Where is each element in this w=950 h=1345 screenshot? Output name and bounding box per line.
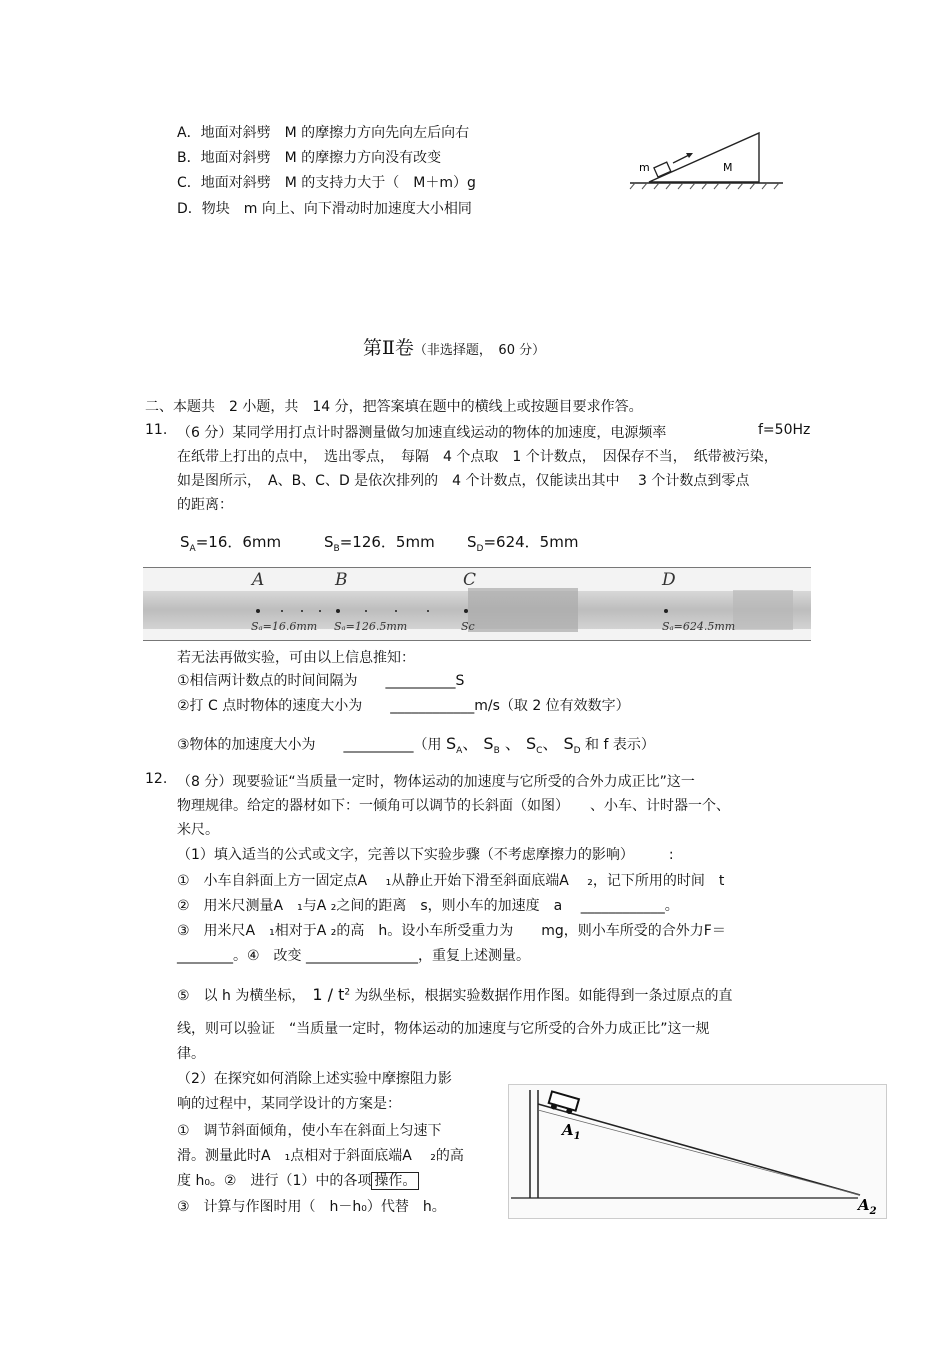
q11-line2: 在纸带上打出的点中， 选出零点， 每隔 4 个点取 1 个计数点， 因保存不当， 纸带被污染， [177, 449, 778, 465]
tape-label-c: C [463, 570, 477, 590]
q12-number: 12. [145, 771, 168, 787]
q10-option-c: C．地面对斜劈 M 的支持力大于（ M＋m）g [177, 175, 476, 191]
q12-step5-end: 律。 [177, 1046, 205, 1062]
tape-label-a: A [252, 570, 265, 590]
q12-step3-cont: ________。④ 改变 ________________，重复上述测量。 [177, 948, 531, 964]
q10-option-d: D．物块 m 向上、向下滑动时加速度大小相同 [177, 201, 472, 217]
section-intro: 二、本题共 2 小题，共 14 分，把答案填在题中的横线上或按题目要求作答。 [145, 399, 643, 415]
q11-part1: ①相信两计数点的时间间隔为 __________S [177, 673, 465, 689]
tape-label-d: D [662, 570, 676, 590]
point-label-a2: $A_2$ [858, 1196, 877, 1217]
q12-step2: ② 用米尺测量A ₁与A ₂之间的距离 s，则小车的加速度 a ____________。 [177, 898, 679, 914]
q11-sb: $S_B=126$．5mm [324, 533, 435, 554]
q11-line4: 的距离： [177, 497, 233, 513]
tape-mark-d: Sₐ=624.5mm [662, 620, 736, 633]
q12-part2-line2: 响的过程中，某同学设计的方案是： [177, 1096, 401, 1112]
q12-line3: 米尺。 [177, 822, 219, 838]
q11-line3: 如是图所示， A、B、C、D 是依次排列的 4 个计数点，仅能读出其中 3 个计数点到零点 [177, 473, 750, 489]
q12-step5: ⑤ 以 h 为横坐标， $1 / t^2$ 为纵坐标，根据实验数据作用作图。如能得到一条过原点的直 [177, 985, 733, 1004]
block-label-m: m [639, 161, 650, 174]
boxed-operation-text: 操作。 [371, 1172, 419, 1190]
tape-mark-c: Sc [461, 620, 475, 633]
q11-number: 11. [145, 422, 168, 438]
q11-frequency: f=50Hz [758, 422, 811, 438]
q11-line1: （6 分）某同学用打点计时器测量做匀加速直线运动的物体的加速度，电源频率 [177, 425, 667, 441]
q12-step5-cont: 线，则可以验证 “当质量一定时，物体运动的加速度与它所受的合外力成正比”这一规 [177, 1021, 710, 1037]
q12-line1: （8 分）现要验证“当质量一定时，物体运动的加速度与它所受的合外力成正比”这一 [177, 774, 695, 790]
q12-part2-line3: ① 调节斜面倾角，使小车在斜面上匀速下 [177, 1123, 442, 1139]
q11-infer: 若无法再做实验，可由以上信息推知： [177, 650, 415, 666]
q11-sd: $S_D=624$．5mm [467, 533, 579, 554]
point-label-a1: $A_1$ [562, 1121, 581, 1142]
incline-cart-figure [508, 1084, 890, 1224]
section-title [363, 333, 545, 360]
incline-wedge-figure [625, 125, 785, 190]
q12-part2-line1: （2）在探究如何消除上述实验中摩擦阻力影 [177, 1071, 452, 1087]
q11-part3: ③物体的加速度大小为 __________（用 $S_A$、 $S_B$ 、 $S_C$、 $S_D$ 和 f 表示） [177, 734, 655, 756]
wedge-label-M: M [723, 161, 733, 174]
q12-step1: ① 小车自斜面上方一固定点A ₁从静止开始下滑至斜面底端A ₂，记下所用的时间 t [177, 873, 725, 889]
tape-mark-a: Sₐ=16.6mm [251, 620, 318, 633]
q12-part2-line4: 滑。测量此时A ₁点相对于斜面底端A ₂的高 [177, 1148, 464, 1164]
q12-part2-line5: 度 h₀。② 进行（1）中的各项 操作。 [177, 1170, 419, 1190]
q12-line2: 物理规律。给定的器材如下：一倾角可以调节的长斜面（如图） 、小车、计时器一个、 [177, 798, 730, 814]
q10-option-b: B．地面对斜劈 M 的摩擦力方向没有改变 [177, 150, 442, 166]
paper-tape-figure [143, 567, 811, 641]
section-title-sub: （非选择题， 60 分） [413, 343, 546, 358]
q12-line4: （1）填入适当的公式或文字，完善以下实验步骤（不考虑摩擦力的影响） : [177, 847, 674, 863]
q11-part2: ②打 C 点时物体的速度大小为 ____________m/s（取 2 位有效数字） [177, 698, 630, 714]
q10-option-a: A．地面对斜劈 M 的摩擦力方向先向左后向右 [177, 125, 470, 141]
q12-step3: ③ 用米尺A ₁相对于A ₂的高 h。设小车所受重力为 mg，则小车所受的合外力F＝ [177, 923, 726, 939]
section-title-main: 第Ⅱ卷 [363, 337, 414, 359]
q11-sa: $S_A=16$．6mm [180, 533, 282, 554]
q12-part2-line6: ③ 计算与作图时用（ h－h₀）代替 h。 [177, 1199, 446, 1215]
tape-label-b: B [335, 570, 348, 590]
tape-mark-b: Sₐ=126.5mm [334, 620, 408, 633]
